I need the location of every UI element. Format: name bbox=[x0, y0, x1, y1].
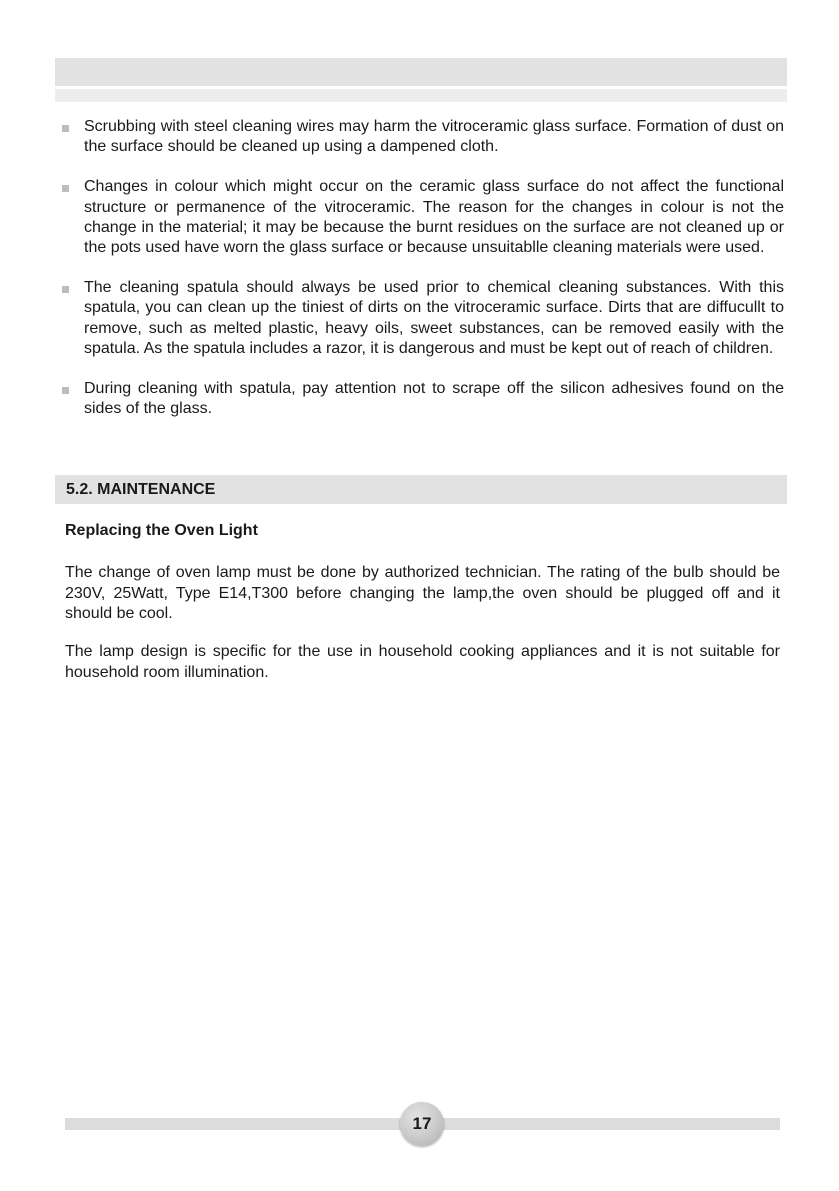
header-band-secondary bbox=[55, 89, 787, 102]
bullet-text: During cleaning with spatula, pay attention not to scrape off the silicon adhesives found on the sides of the glass. bbox=[84, 380, 784, 418]
paragraph-lamp-design: The lamp design is specific for the use in household cooking appliances and it is not suitable for household room illumination. bbox=[65, 643, 780, 681]
bullet-text: Changes in colour which might occur on the ceramic glass surface do not affect the functional structure or permanence of the vitroceramic. The reason for the changes in colour is not the change in the material; it may be because the burnt residues on the surface are not cleaned up or the pots used have worn the glass surface or because unsuitablle cleaning materials were used. bbox=[84, 178, 784, 257]
section-title: 5.2. MAINTENANCE bbox=[55, 475, 787, 504]
bullet-item bbox=[62, 379, 784, 419]
page-number: 17 bbox=[400, 1102, 444, 1146]
square-bullet-icon bbox=[62, 185, 69, 192]
cleaning-bullet-list bbox=[62, 117, 784, 439]
square-bullet-icon bbox=[62, 125, 69, 132]
subsection-heading: Replacing the Oven Light bbox=[65, 522, 258, 539]
bullet-item bbox=[62, 117, 784, 157]
square-bullet-icon bbox=[62, 387, 69, 394]
bullet-item bbox=[62, 278, 784, 359]
bullet-text: The cleaning spatula should always be used prior to chemical cleaning substances. With this spatula, you can clean up the tiniest of dirts on the vitroceramic surface. Dirts that are diffucullt to remove, such as melted plastic, heavy oils, sweet substances, can be removed easily with the spatula. As the spatula includes a razor, it is dangerous and must be kept out of reach of children. bbox=[84, 279, 784, 357]
square-bullet-icon bbox=[62, 286, 69, 293]
header-band bbox=[55, 58, 787, 86]
paragraph-lamp-change: The change of oven lamp must be done by authorized technician. The rating of the bulb should be 230V, 25Watt, Type E14,T300 before changing the lamp,the oven should be plugged off and it should be cool. bbox=[65, 564, 780, 622]
bullet-text: Scrubbing with steel cleaning wires may harm the vitroceramic glass surface. Formation of dust on the surface should be cleaned up using a dampened cloth. bbox=[84, 118, 784, 156]
bullet-item bbox=[62, 177, 784, 258]
